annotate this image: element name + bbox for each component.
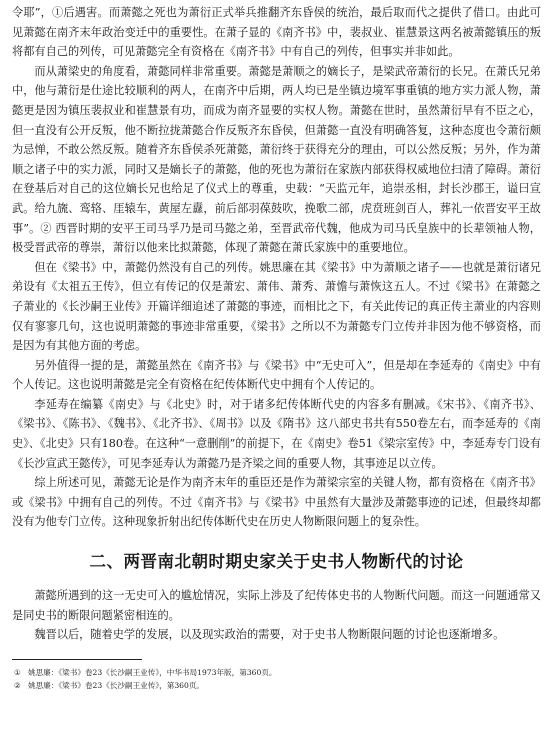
footnote-mark: ① [14,667,21,677]
paragraph-2: 而从萧梁史的角度看，萧懿同样非常重要。萧懿是萧顺之的嫡长子，是梁武帝萧衍的长兄。在萧氏兄弟中，他与萧衍是仕途比较顺利的两人，在南齐中后期，两人均已是坐镇边境军事重镇的地方实力派人物，萧懿更是因为镇压裴叔业和崔慧景有功，而成为南齐显要的实权人物。萧懿在世时，虽然萧衍早有不臣之心，但一直没有公开反叛，他不断拉拢萧懿合作反叛齐东昏侯，但萧懿一直没有明确答复，这种态度也令萧衍颇为忌惮，不敢公然反叛。随着齐东昏侯杀死萧懿，萧衍终于获得充分的理由，可以公然反叛；另外，作为萧顺之诸子中的实力派，同时又是嫡长子的萧懿，他的死也为萧衍在家族内部获得权威地位扫清了障碍。萧衍在登基后对自己的这位嫡长兄也给足了仪式上的尊重，史载：“天监元年，追崇丞相，封长沙郡王，谥曰宣武。给九旒、鸾辂、厓辕车，黄屋左纛，前后部羽葆鼓吹，挽歌二部，虎贲班剑百人，葬礼一依晋安平王故事”。② 西晋时期的安平王司马孚乃是司马懿之弟，至晋武帝代魏，他成为司马氏皇族中的长辈领袖人物，极受晋武帝的尊崇，萧衍以他来比拟萧懿，体现了萧懿在萧氏家族中的重要地位。 [12,64,541,255]
footnote-text: 姚思廉：《梁书》卷23《长沙嗣王业传》，中华书局1973年版，第360页。 [28,667,277,677]
footnote-divider [12,659,142,660]
paragraph-6: 综上所述可见，萧懿无论是作为南齐末年的重臣还是作为萧梁宗室的关键人物，都有资格在《南齐书》或《梁书》中拥有自己的列传。不过《南齐书》与《梁书》中虽然有大量涉及萧懿事迹的记述，但最终却都没有为他专门立传。这种现象折射出纪传体断代史在历史人物断限问题上的复杂性。 [12,476,541,529]
section-heading: 二、两晋南北朝时期史家关于史书人物断代的讨论 [89,552,464,572]
footnote-text: 姚思廉：《梁书》卷23《长沙嗣王业传》，第360页。 [28,680,205,690]
footnote-1 [12,666,541,679]
body-text-bottom [12,586,541,645]
footnote-2 [12,679,541,692]
body-text-top [12,3,541,532]
paragraph-3: 但在《梁书》中，萧懿仍然没有自己的列传。姚思廉在其《梁书》中为萧顺之诸子——也就是萧衍诸兄弟设有《太祖五王传》，但立有传记的仅是萧宏、萧伟、萧秀、萧憺与萧恢这五人。不过《梁书》在萧懿之子萧业的《长沙嗣王业传》开篇详细追述了萧懿的事迹，而相比之下，有关此传记的真正传主萧业的内容则仅有寥寥几句，这也说明萧懿的事迹非常重要，《梁书》之所以不为萧懿专门立传并非因为他不够资格，而是因为有其他方面的考虑。 [12,260,541,353]
paragraph-1: 令耶”，①后遇害。而萧懿之死也为萧衍正式举兵推翻齐东昏侯的统治，最后取而代之提供了借口。由此可见萧懿在南齐末年政治变迁中的重要性。在萧子显的《南齐书》中，裴叔业、崔慧景这两名被萧懿镇压的叛将都有自己的列传，可见萧懿完全有资格在《南齐书》中有自己的列传，但事实并非如此。 [12,6,541,59]
footnote-mark: ② [14,680,21,690]
paragraph-5: 李延寿在编纂《南史》与《北史》时，对于诸多纪传体断代史的内容多有删减。《宋书》、《南齐书》、《梁书》、《陈书》、《魏书》、《北齐书》、《周书》以及《隋书》这八部史书共有550卷左右，而李延寿的《南史》、《北史》只有180卷。在这种“一意删削”的前提下，在《南史》卷51《梁宗室传》中，李延寿专门设有《长沙宣武王懿传》，可见李延寿认为萧懿乃是齐梁之间的重要人物，其事迹足以立传。 [12,397,541,470]
paragraph-8: 魏晋以后，随着史学的发展，以及现实政治的需要，对于史书人物断限问题的讨论也逐渐增多。 [34,628,505,642]
paragraph-7: 萧懿所遇到的这一无史可入的尴尬情况，实际上涉及了纪传体史书的人物断代问题。而这一问题通常又是同史书的断限问题紧密相连的。 [12,589,541,622]
paragraph-4: 另外值得一提的是，萧懿虽然在《南齐书》与《梁书》中“无史可入”，但是却在李延寿的《南史》中有个人传记。这也说明萧懿是完全有资格在纪传体断代史中拥有个人传记的。 [12,358,541,392]
footnotes [12,666,541,692]
